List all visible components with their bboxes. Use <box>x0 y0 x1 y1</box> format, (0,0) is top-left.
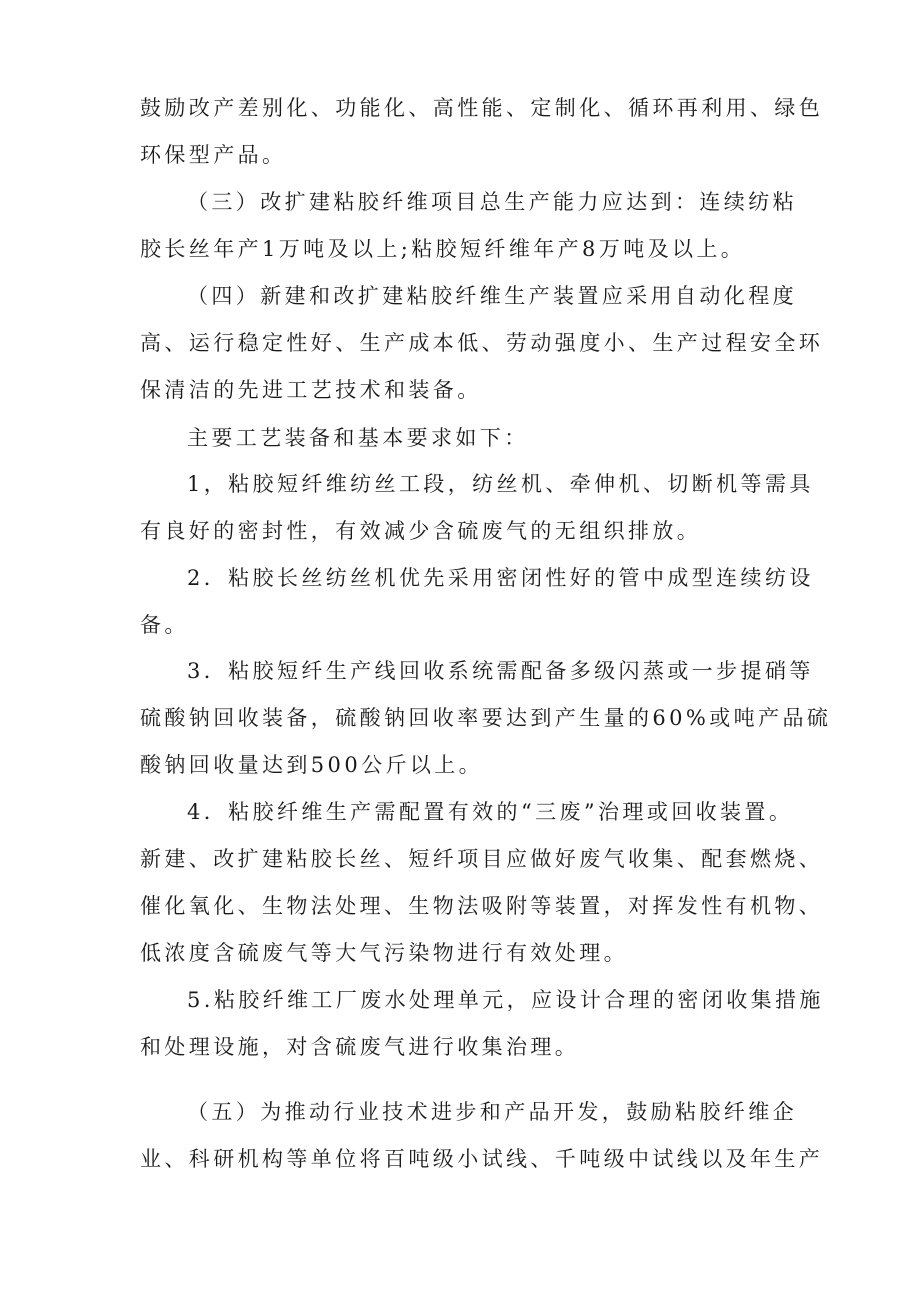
item-3-line: 3．粘胶短纤生产线回收系统需配备多级闪蒸或一步提硝等 <box>187 659 814 683</box>
text-line: 备。 <box>140 613 189 637</box>
item-5-line: 5.粘胶纤维工厂废水处理单元，应设计合理的密闭收集措施 <box>187 988 824 1012</box>
text-line: 新建、改扩建粘胶长丝、短纤项目应做好废气收集、配套燃烧、 <box>140 847 824 871</box>
text-line: 硫酸钠回收装备，硫酸钠回收率要达到产生量的60%或吨产品硫 <box>140 706 832 730</box>
paragraph-4-line: （四）新建和改扩建粘胶纤维生产装置应采用自动化程度 <box>187 284 797 308</box>
section-intro-line: 主要工艺装备和基本要求如下： <box>187 426 529 450</box>
text-line: 鼓励改产差别化、功能化、高性能、定制化、循环再利用、绿色 <box>140 96 824 120</box>
paragraph-5-line: （五）为推动行业技术进步和产品开发，鼓励粘胶纤维企 <box>187 1100 797 1124</box>
text-line: 环保型产品。 <box>140 143 287 167</box>
text-line: 催化氧化、生物法处理、生物法吸附等装置，对挥发性有机物、 <box>140 894 824 918</box>
item-2-line: 2．粘胶长丝纺丝机优先采用密闭性好的管中成型连续纺设 <box>187 566 814 590</box>
paragraph-3-line: （三）改扩建粘胶纤维项目总生产能力应达到：连续纺粘 <box>187 190 797 214</box>
text-line: 有良好的密封性，有效减少含硫废气的无组织排放。 <box>140 519 702 543</box>
text-line: 高、运行稳定性好、生产成本低、劳动强度小、生产过程安全环 <box>140 331 824 355</box>
text-line: 业、科研机构等单位将百吨级小试线、千吨级中试线以及年生产 <box>140 1147 824 1171</box>
item-1-line: 1，粘胶短纤维纺丝工段，纺丝机、牵伸机、切断机等需具 <box>187 472 814 496</box>
text-line: 低浓度含硫废气等大气污染物进行有效处理。 <box>140 941 628 965</box>
item-4-line: 4．粘胶纤维生产需配置有效的“三废”治理或回收装置。 <box>187 800 794 824</box>
text-line: 酸钠回收量达到500公斤以上。 <box>140 753 484 777</box>
text-line: 保清洁的先进工艺技术和装备。 <box>140 378 482 402</box>
text-line: 和处理设施，对含硫废气进行收集治理。 <box>140 1035 580 1059</box>
text-line: 胶长丝年产1万吨及以上;粘胶短纤维年产8万吨及以上。 <box>140 237 746 261</box>
